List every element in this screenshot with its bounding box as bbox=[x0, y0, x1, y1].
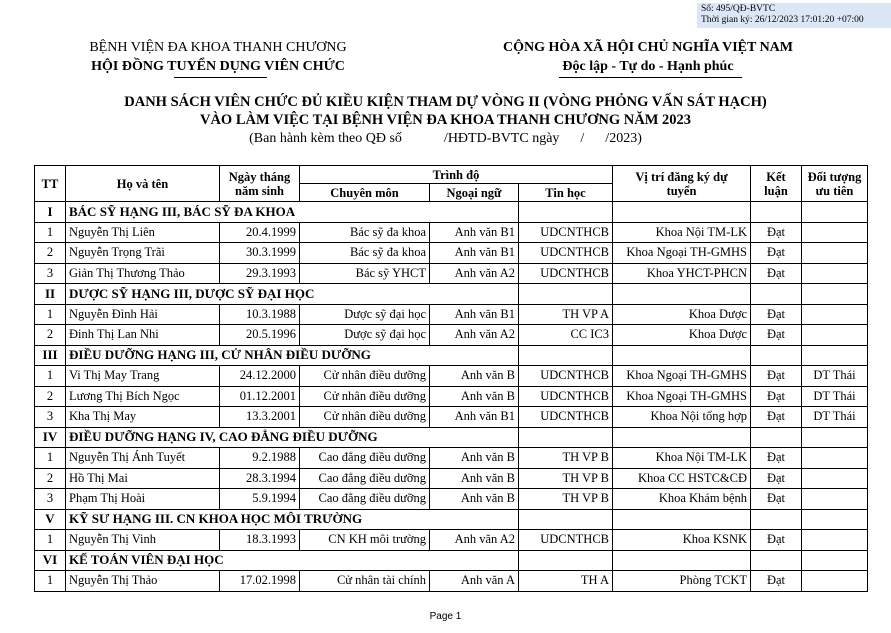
cell-tt: 3 bbox=[35, 489, 66, 510]
empty-cell bbox=[802, 427, 868, 448]
empty-cell bbox=[519, 509, 613, 530]
section-number: V bbox=[35, 509, 66, 530]
cell-priority bbox=[802, 263, 868, 284]
cell-tt: 3 bbox=[35, 407, 66, 428]
cell-result: Đạt bbox=[751, 386, 802, 407]
cell-language: Anh văn B bbox=[430, 468, 519, 489]
cell-language: Anh văn A2 bbox=[430, 325, 519, 346]
empty-cell bbox=[751, 550, 802, 571]
document-title-line1: DANH SÁCH VIÊN CHỨC ĐỦ KIỀU KIỆN THAM DỰ VÒNG II (VÒNG PHỎNG VẤN SÁT HẠCH) bbox=[124, 94, 767, 110]
cell-priority: DT Thái bbox=[802, 366, 868, 387]
national-motto: Độc lập - Tự do - Hạnh phúc bbox=[562, 59, 734, 74]
cell-name: Nguyễn Trọng Trãi bbox=[66, 243, 220, 264]
stamp-number: Số: 495/QĐ-BVTC bbox=[701, 4, 776, 14]
candidate-table bbox=[34, 165, 868, 592]
cell-tt: 2 bbox=[35, 386, 66, 407]
cell-position: Phòng TCKT bbox=[613, 571, 751, 592]
cell-dob: 5.9.1994 bbox=[220, 489, 300, 510]
cell-priority bbox=[802, 448, 868, 469]
cell-position: Khoa Ngoại TH-GMHS bbox=[613, 386, 751, 407]
cell-tt: 2 bbox=[35, 243, 66, 264]
hospital-name: BỆNH VIỆN ĐA KHOA THANH CHƯƠNG bbox=[89, 40, 347, 55]
cell-tt: 2 bbox=[35, 468, 66, 489]
col-header-name: Họ và tên bbox=[66, 166, 220, 202]
cell-result: Đạt bbox=[751, 222, 802, 243]
section-title: BÁC SỸ HẠNG III, BÁC SỸ ĐA KHOA bbox=[66, 202, 519, 223]
empty-cell bbox=[802, 345, 868, 366]
cell-name: Nguyễn Thị Vinh bbox=[66, 530, 220, 551]
cell-priority bbox=[802, 571, 868, 592]
table-row bbox=[35, 366, 868, 387]
cell-it: TH A bbox=[519, 571, 613, 592]
cell-language: Anh văn A2 bbox=[430, 530, 519, 551]
cell-it: TH VP B bbox=[519, 489, 613, 510]
cell-dob: 28.3.1994 bbox=[220, 468, 300, 489]
cell-position: Khoa CC HSTC&CĐ bbox=[613, 468, 751, 489]
cell-position: Khoa Nội TM-LK bbox=[613, 448, 751, 469]
section-title: KỸ SƯ HẠNG III. CN KHOA HỌC MÔI TRƯỜNG bbox=[66, 509, 519, 530]
cell-dob: 18.3.1993 bbox=[220, 530, 300, 551]
cell-priority bbox=[802, 243, 868, 264]
cell-it: UDCNTHCB bbox=[519, 530, 613, 551]
empty-cell bbox=[802, 284, 868, 305]
cell-priority bbox=[802, 222, 868, 243]
cell-major: Cao đẳng điều dưỡng bbox=[300, 489, 430, 510]
empty-cell bbox=[613, 550, 751, 571]
cell-position: Khoa YHCT-PHCN bbox=[613, 263, 751, 284]
cell-priority bbox=[802, 304, 868, 325]
empty-cell bbox=[519, 550, 613, 571]
col-header-language: Ngoại ngữ bbox=[430, 184, 519, 202]
cell-language: Anh văn B bbox=[430, 489, 519, 510]
cell-position: Khoa Dược bbox=[613, 325, 751, 346]
cell-language: Anh văn B bbox=[430, 366, 519, 387]
cell-major: CN KH môi trường bbox=[300, 530, 430, 551]
cell-priority: DT Thái bbox=[802, 386, 868, 407]
cell-dob: 20.5.1996 bbox=[220, 325, 300, 346]
cell-name: Nguyễn Thị Liên bbox=[66, 222, 220, 243]
cell-result: Đạt bbox=[751, 304, 802, 325]
cell-it: TH VP B bbox=[519, 448, 613, 469]
cell-major: Cao đẳng điều dưỡng bbox=[300, 448, 430, 469]
cell-it: CC IC3 bbox=[519, 325, 613, 346]
cell-language: Anh văn A bbox=[430, 571, 519, 592]
cell-result: Đạt bbox=[751, 325, 802, 346]
section-title: DƯỢC SỸ HẠNG III, DƯỢC SỸ ĐẠI HỌC bbox=[66, 284, 519, 305]
divider-right bbox=[559, 77, 742, 78]
cell-language: Anh văn B bbox=[430, 386, 519, 407]
table-body bbox=[35, 202, 868, 592]
cell-language: Anh văn B1 bbox=[430, 304, 519, 325]
cell-position: Khoa Ngoại TH-GMHS bbox=[613, 243, 751, 264]
col-header-priority: Đối tượng ưu tiên bbox=[802, 166, 868, 202]
cell-dob: 13.3.2001 bbox=[220, 407, 300, 428]
cell-position: Khoa KSNK bbox=[613, 530, 751, 551]
cell-priority bbox=[802, 530, 868, 551]
table-row bbox=[35, 304, 868, 325]
table-row bbox=[35, 386, 868, 407]
section-row bbox=[35, 345, 868, 366]
cell-dob: 01.12.2001 bbox=[220, 386, 300, 407]
table-row bbox=[35, 407, 868, 428]
col-header-tt: TT bbox=[35, 166, 66, 202]
cell-dob: 24.12.2000 bbox=[220, 366, 300, 387]
table-header-row bbox=[35, 166, 868, 184]
cell-name: Phạm Thị Hoài bbox=[66, 489, 220, 510]
col-header-qualification: Trình độ bbox=[300, 166, 613, 184]
cell-language: Anh văn B bbox=[430, 448, 519, 469]
empty-cell bbox=[519, 345, 613, 366]
stamp-signed-time: Thời gian ký: 26/12/2023 17:01:20 +07:00 bbox=[701, 15, 864, 25]
cell-language: Anh văn B1 bbox=[430, 243, 519, 264]
cell-dob: 30.3.1999 bbox=[220, 243, 300, 264]
cell-position: Khoa Khám bệnh bbox=[613, 489, 751, 510]
table-row bbox=[35, 571, 868, 592]
cell-result: Đạt bbox=[751, 530, 802, 551]
cell-position: Khoa Dược bbox=[613, 304, 751, 325]
empty-cell bbox=[519, 202, 613, 223]
cell-it: UDCNTHCB bbox=[519, 407, 613, 428]
table-row bbox=[35, 448, 868, 469]
section-row bbox=[35, 427, 868, 448]
cell-result: Đạt bbox=[751, 263, 802, 284]
cell-dob: 20.4.1999 bbox=[220, 222, 300, 243]
cell-name: Nguyễn Đình Hải bbox=[66, 304, 220, 325]
cell-it: UDCNTHCB bbox=[519, 222, 613, 243]
header-organization bbox=[50, 39, 386, 77]
cell-language: Anh văn B1 bbox=[430, 222, 519, 243]
cell-major: Cử nhân điều dưỡng bbox=[300, 386, 430, 407]
empty-cell bbox=[613, 427, 751, 448]
cell-major: Cử nhân điều dưỡng bbox=[300, 366, 430, 387]
col-header-major: Chuyên môn bbox=[300, 184, 430, 202]
section-number: I bbox=[35, 202, 66, 223]
cell-name: Nguyễn Thị Thảo bbox=[66, 571, 220, 592]
cell-tt: 1 bbox=[35, 222, 66, 243]
cell-language: Anh văn A2 bbox=[430, 263, 519, 284]
empty-cell bbox=[751, 427, 802, 448]
cell-priority bbox=[802, 468, 868, 489]
empty-cell bbox=[751, 345, 802, 366]
page-number: Page 1 bbox=[429, 611, 462, 622]
cell-it: UDCNTHCB bbox=[519, 243, 613, 264]
empty-cell bbox=[519, 284, 613, 305]
cell-name: Kha Thị May bbox=[66, 407, 220, 428]
cell-it: TH VP A bbox=[519, 304, 613, 325]
col-header-dob: Ngày tháng năm sinh bbox=[220, 166, 300, 202]
empty-cell bbox=[751, 509, 802, 530]
cell-position: Khoa Ngoại TH-GMHS bbox=[613, 366, 751, 387]
cell-major: Bác sỹ đa khoa bbox=[300, 222, 430, 243]
cell-priority: DT Thái bbox=[802, 407, 868, 428]
cell-dob: 17.02.1998 bbox=[220, 571, 300, 592]
table-row bbox=[35, 468, 868, 489]
empty-cell bbox=[751, 284, 802, 305]
cell-major: Cao đẳng điều dưỡng bbox=[300, 468, 430, 489]
cell-result: Đạt bbox=[751, 571, 802, 592]
national-title: CỘNG HÒA XÃ HỘI CHỦ NGHĨA VIỆT NAM bbox=[502, 40, 793, 55]
section-row bbox=[35, 202, 868, 223]
table-row bbox=[35, 325, 868, 346]
empty-cell bbox=[802, 509, 868, 530]
empty-cell bbox=[519, 427, 613, 448]
cell-result: Đạt bbox=[751, 243, 802, 264]
section-number: III bbox=[35, 345, 66, 366]
cell-name: Nguyễn Thị Ánh Tuyết bbox=[66, 448, 220, 469]
section-row bbox=[35, 284, 868, 305]
cell-it: TH VP B bbox=[519, 468, 613, 489]
cell-priority bbox=[802, 489, 868, 510]
cell-major: Cử nhân điều dưỡng bbox=[300, 407, 430, 428]
section-title: ĐIỀU DƯỠNG HẠNG III, CỬ NHÂN ĐIỀU DƯỠNG bbox=[66, 345, 519, 366]
divider-left bbox=[174, 77, 267, 78]
section-number: IV bbox=[35, 427, 66, 448]
cell-tt: 1 bbox=[35, 530, 66, 551]
cell-result: Đạt bbox=[751, 366, 802, 387]
table-row bbox=[35, 263, 868, 284]
section-number: II bbox=[35, 284, 66, 305]
cell-priority bbox=[802, 325, 868, 346]
empty-cell bbox=[751, 202, 802, 223]
cell-name: Hồ Thị Mai bbox=[66, 468, 220, 489]
empty-cell bbox=[613, 284, 751, 305]
cell-result: Đạt bbox=[751, 407, 802, 428]
document-title-line2: VÀO LÀM VIỆC TẠI BỆNH VIỆN ĐA KHOA THANH CHƯƠNG NĂM 2023 bbox=[199, 112, 692, 128]
empty-cell bbox=[613, 509, 751, 530]
empty-cell bbox=[802, 550, 868, 571]
cell-tt: 2 bbox=[35, 325, 66, 346]
cell-tt: 1 bbox=[35, 448, 66, 469]
section-row bbox=[35, 550, 868, 571]
table-row bbox=[35, 222, 868, 243]
cell-language: Anh văn B1 bbox=[430, 407, 519, 428]
empty-cell bbox=[613, 345, 751, 366]
cell-name: Lương Thị Bích Ngọc bbox=[66, 386, 220, 407]
empty-cell bbox=[613, 202, 751, 223]
cell-tt: 3 bbox=[35, 263, 66, 284]
section-row bbox=[35, 509, 868, 530]
cell-dob: 10.3.1988 bbox=[220, 304, 300, 325]
cell-position: Khoa Nội TM-LK bbox=[613, 222, 751, 243]
cell-position: Khoa Nội tổng hợp bbox=[613, 407, 751, 428]
cell-tt: 1 bbox=[35, 304, 66, 325]
cell-major: Dược sỹ đại học bbox=[300, 325, 430, 346]
cell-tt: 1 bbox=[35, 571, 66, 592]
table-row bbox=[35, 489, 868, 510]
cell-name: Đinh Thị Lan Nhi bbox=[66, 325, 220, 346]
cell-name: Vi Thị May Trang bbox=[66, 366, 220, 387]
header-national bbox=[468, 39, 828, 77]
signature-stamp bbox=[697, 3, 891, 28]
cell-major: Dược sỹ đại học bbox=[300, 304, 430, 325]
cell-it: UDCNTHCB bbox=[519, 366, 613, 387]
cell-result: Đạt bbox=[751, 489, 802, 510]
section-title: KẾ TOÁN VIÊN ĐẠI HỌC bbox=[66, 550, 519, 571]
council-name: HỘI ĐỒNG TUYỂN DỤNG VIÊN CHỨC bbox=[91, 59, 345, 74]
section-title: ĐIỀU DƯỠNG HẠNG IV, CAO ĐẲNG ĐIỀU DƯỠNG bbox=[66, 427, 519, 448]
cell-it: UDCNTHCB bbox=[519, 386, 613, 407]
cell-name: Giản Thị Thương Thảo bbox=[66, 263, 220, 284]
cell-major: Cử nhân tài chính bbox=[300, 571, 430, 592]
cell-dob: 9.2.1988 bbox=[220, 448, 300, 469]
cell-it: UDCNTHCB bbox=[519, 263, 613, 284]
col-header-it: Tin học bbox=[519, 184, 613, 202]
cell-tt: 1 bbox=[35, 366, 66, 387]
col-header-position: Vị trí đăng ký dự tuyển bbox=[613, 166, 751, 202]
cell-major: Bác sỹ YHCT bbox=[300, 263, 430, 284]
section-number: VI bbox=[35, 550, 66, 571]
table-row bbox=[35, 243, 868, 264]
table-row bbox=[35, 530, 868, 551]
empty-cell bbox=[802, 202, 868, 223]
cell-dob: 29.3.1993 bbox=[220, 263, 300, 284]
col-header-result: Kết luận bbox=[751, 166, 802, 202]
cell-result: Đạt bbox=[751, 448, 802, 469]
document-subtitle: (Ban hành kèm theo QĐ số /HĐTD-BVTC ngày / /2023) bbox=[249, 131, 642, 146]
cell-result: Đạt bbox=[751, 468, 802, 489]
cell-major: Bác sỹ đa khoa bbox=[300, 243, 430, 264]
